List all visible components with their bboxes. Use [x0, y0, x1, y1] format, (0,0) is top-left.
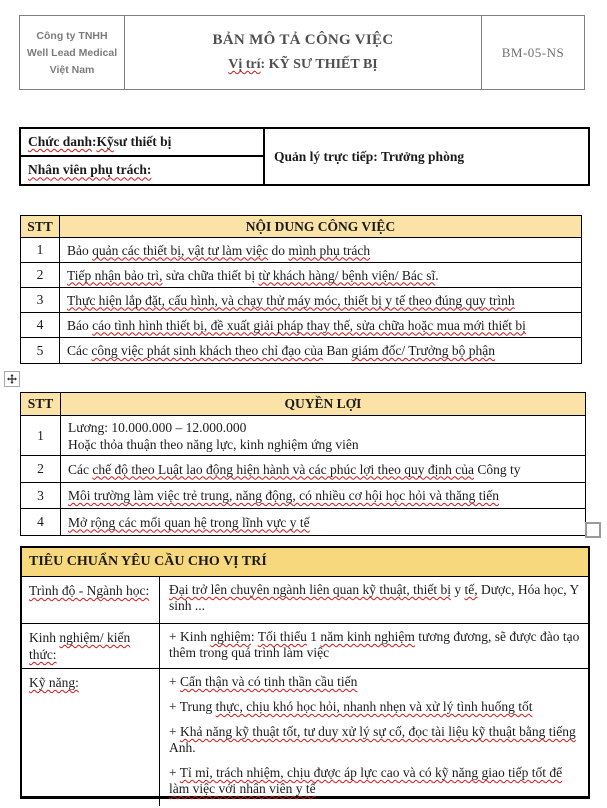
benefit-row-num: 2	[21, 456, 61, 483]
document-subtitle: Vị trí: KỸ SƯ THIẾT BỊ	[228, 57, 378, 72]
requirements-table	[20, 546, 590, 799]
company-line: Well Lead Medical	[26, 46, 118, 59]
header-table	[19, 15, 585, 90]
benefits-stt-header: STT	[21, 393, 61, 416]
table-resize-handle[interactable]	[585, 522, 601, 538]
title-cell	[124, 16, 481, 89]
job-title-cell: Chức danh : Kỹ sư thiết bị	[21, 129, 265, 157]
requirements-title-header: TIÊU CHUẨN YÊU CẦU CHO VỊ TRÍ	[22, 548, 588, 577]
document-title: BẢN MÔ TẢ CÔNG VIỆC	[212, 32, 394, 48]
benefit-row-text: Các chế độ theo Luật lao động hiện hành và các phúc lợi theo quy định của Công ty	[61, 456, 585, 483]
tasks-title-header: NỘI DUNG CÔNG VIỆC	[60, 216, 581, 238]
task-row-num: 1	[21, 238, 60, 263]
task-row-text: Bảo quản các thiết bị, vật tư làm việc do mình phụ trách	[60, 238, 581, 263]
req-row-label: Trình độ - Ngành học:	[22, 577, 160, 624]
task-row-text: Báo cáo tình hình thiết bị, đề xuất giải pháp thay thế, sửa chữa hoặc mua mới thiết bị	[60, 313, 581, 338]
manager-cell: Quản lý trực tiếp: Trưởng phòng	[274, 148, 465, 164]
benefit-row-text: Môi trường làm việc trẻ trung, năng động, có nhiều cơ hội học hỏi và thăng tiến	[61, 483, 585, 509]
move-arrows-icon	[7, 374, 17, 384]
benefits-table	[20, 392, 586, 536]
task-row-num: 3	[21, 288, 60, 313]
req-row-value: + Cẩn thận và có tinh thần cầu tiến + Trung thực, chịu khó học hỏi, nhanh nhẹn và xử lý tình huống tốt + Khả năng kỹ thuật tốt, tư duy xử lý sự cố, đọc tài liệu kỹ thuật bằng tiếng Anh. + Tỉ mỉ, trách nhiệm, chịu được áp lực cao và có kỹ năng giao tiếp tốt để làm việc với nhân viên y tế	[169, 674, 576, 796]
benefit-row-num: 4	[21, 509, 61, 535]
req-row-value: + Kinh nghiệm: Tối thiểu 1 năm kinh nghiệm tương đương, sẽ được đào tạo thêm trong quá trình làm việc	[160, 624, 588, 669]
task-row-num: 2	[21, 263, 60, 288]
benefit-row-num: 1	[21, 416, 61, 456]
task-row-num: 5	[21, 338, 60, 363]
tasks-table	[20, 215, 582, 364]
benefit-row-text: Lương: 10.000.000 – 12.000.000 Hoặc thỏa thuận theo năng lực, kinh nghiệm ứng viên	[61, 416, 585, 456]
job-info-table	[19, 127, 590, 186]
req-row-label: Kinh nghiệm/ kiến thức:	[22, 624, 160, 669]
req-row-label: Kỹ năng:	[22, 669, 160, 806]
table-move-handle[interactable]	[4, 371, 20, 387]
req-row-value: Đại trở lên chuyên ngành liên quan kỹ thuật, thiết bị y tế, Dược, Hóa học, Y sinh ...	[160, 577, 588, 624]
staff-cell: Nhân viên phụ trách:	[21, 157, 265, 185]
company-line: Việt Nam	[49, 63, 95, 76]
task-row-text: Các công việc phát sinh khách theo chỉ đạo của Ban giám đốc/ Trưởng bộ phận	[67, 343, 496, 358]
task-row-num: 4	[21, 313, 60, 338]
benefit-row-text: Mở rộng các mối quan hệ trong lĩnh vực y tế	[68, 514, 310, 530]
company-line: Công ty TNHH	[36, 29, 108, 42]
task-row-text: Thực hiện lắp đặt, cấu hình, và chạy thử máy móc, thiết bị y tế theo đúng quy trình	[60, 288, 581, 313]
benefit-row-num: 3	[21, 483, 61, 509]
tasks-stt-header: STT	[21, 216, 60, 238]
benefits-title-header: QUYỀN LỢI	[61, 393, 585, 416]
company-cell	[20, 16, 124, 89]
task-row-text: Tiếp nhận bảo trì, sửa chữa thiết bị từ khách hàng/ bệnh viện/ Bác sĩ.	[60, 263, 581, 288]
form-code-cell	[481, 16, 584, 89]
form-code: BM-05-NS	[501, 44, 565, 60]
